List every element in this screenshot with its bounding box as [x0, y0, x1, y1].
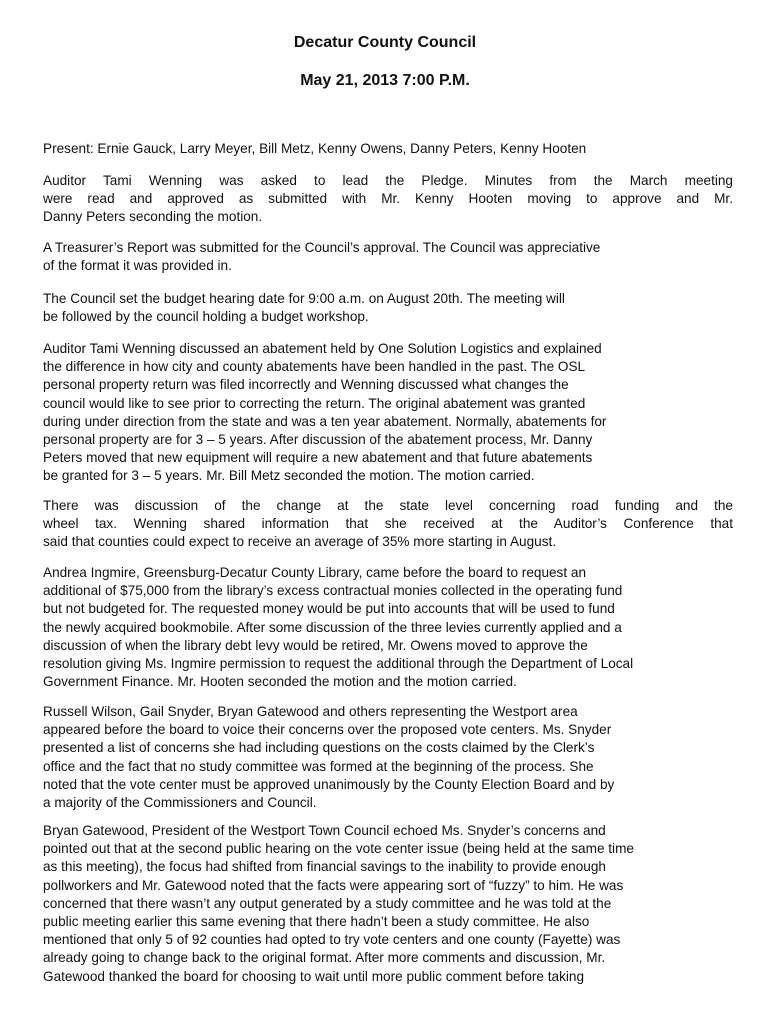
- present-paragraph: [43, 140, 733, 158]
- text-line: noted that the vote center must be approved unanimously by the County Election Board and by: [43, 776, 615, 792]
- document-title: Decatur County Council: [293, 34, 477, 51]
- text-line: said that counties could expect to receive an average of 35% more starting in August.: [43, 534, 557, 550]
- text-line: council would like to see prior to correcting the return. The original abatement was granted: [43, 395, 586, 411]
- text-line: be followed by the council holding a budget workshop.: [43, 309, 369, 325]
- text-line: Danny Peters seconding the motion.: [43, 209, 263, 225]
- wheel-tax-paragraph: [43, 497, 733, 552]
- text-line: pollworkers and Mr. Gatewood noted that the facts were appearing sort of “fuzzy” to him. He was: [43, 877, 624, 893]
- text-line: already going to change back to the original format. After more comments and discussion, Mr.: [43, 950, 606, 966]
- text-line: Auditor Tami Wenning discussed an abatement held by One Solution Logistics and explained: [43, 341, 602, 356]
- text-line: Bryan Gatewood, President of the Westport Town Council echoed Ms. Snyder’s concerns and: [43, 823, 606, 838]
- library-paragraph: [43, 564, 733, 691]
- text-line: personal property return was filed incorrectly and Wenning discussed what changes the: [43, 377, 569, 393]
- text-line: additional of $75,000 from the library’s excess contractual monies collected in the operating fund: [43, 583, 623, 599]
- treasurer-report-paragraph: [43, 239, 733, 275]
- text-line: Auditor Tami Wenning was asked to lead the Pledge. Minutes from the March meeting: [43, 173, 733, 188]
- text-line: Andrea Ingmire, Greensburg-Decatur County Library, came before the board to request an: [43, 565, 587, 580]
- abatement-paragraph: [43, 340, 733, 486]
- text-line: Peters moved that new equipment will require a new abatement and that future abatements: [43, 450, 593, 466]
- text-line: personal property are for 3 – 5 years. After discussion of the abatement process, Mr. Danny: [43, 432, 593, 448]
- text-line: during under direction from the state and was a ten year abatement. Normally, abatements for: [43, 413, 607, 429]
- text-line: as this meeting), the focus had shifted from financial savings to the inability to provide enough: [43, 859, 606, 875]
- text-line: Russell Wilson, Gail Snyder, Bryan Gatewood and others representing the Westport area: [43, 704, 578, 719]
- vote-center-concerns-paragraph: [43, 703, 733, 812]
- text-line: The Council set the budget hearing date for 9:00 a.m. on August 20th. The meeting will: [43, 291, 565, 306]
- text-line: the newly acquired bookmobile. After some discussion of the three levies currently applied and a: [43, 619, 622, 635]
- text-line: There was discussion of the change at the state level concerning road funding and the: [43, 498, 733, 513]
- text-line: A Treasurer’s Report was submitted for the Council’s approval. The Council was appreciative: [43, 240, 601, 255]
- text-line: appeared before the board to voice their concerns over the proposed vote centers. Ms. Snyder: [43, 722, 612, 738]
- text-line: be granted for 3 – 5 years. Mr. Bill Metz seconded the motion. The motion carried.: [43, 468, 535, 484]
- text-line: the difference in how city and county abatements have been handled in the past. The OSL: [43, 359, 586, 375]
- text-line: were read and approved as submitted with Mr. Kenny Hooten moving to approve and Mr.: [43, 191, 733, 207]
- gatewood-paragraph: [43, 822, 733, 986]
- text-line: of the format it was provided in.: [43, 258, 232, 274]
- text-line: Gatewood thanked the board for choosing to wait until more public comment before taking: [43, 968, 585, 984]
- text-line: presented a list of concerns she had including questions on the costs claimed by the Clerk’s: [43, 740, 595, 756]
- text-line: office and the fact that no study committee was formed at the beginning of the process. She: [43, 758, 594, 774]
- text-line: but not budgeted for. The requested money would be put into accounts that will be used to fund: [43, 601, 615, 617]
- text-line: pointed out that at the second public hearing on the vote center issue (being held at the same time: [43, 841, 634, 857]
- text-line: resolution giving Ms. Ingmire permission to request the additional through the Department of Local: [43, 656, 634, 672]
- text-line: a majority of the Commissioners and Council.: [43, 795, 317, 811]
- text-line: mentioned that only 5 of 92 counties had opted to try vote centers and one county (Fayette) was: [43, 932, 621, 948]
- text-line: public meeting earlier this same evening that there hadn’t been a study committee. He also: [43, 914, 590, 930]
- text-line: Present: Ernie Gauck, Larry Meyer, Bill Metz, Kenny Owens, Danny Peters, Kenny Hooten: [43, 141, 587, 156]
- text-line: discussion of when the library debt levy would be retired, Mr. Owens moved to approve the: [43, 637, 588, 653]
- text-line: wheel tax. Wenning shared information that she received at the Auditor’s Conference that: [43, 516, 733, 532]
- pledge-minutes-paragraph: [43, 172, 733, 227]
- text-line: concerned that there wasn’t any output generated by a study committee and he was told at the: [43, 895, 612, 911]
- meeting-date: May 21, 2013 7:00 P.M.: [300, 72, 470, 89]
- budget-hearing-paragraph: [43, 290, 733, 326]
- text-line: Government Finance. Mr. Hooten seconded the motion and the motion carried.: [43, 674, 517, 690]
